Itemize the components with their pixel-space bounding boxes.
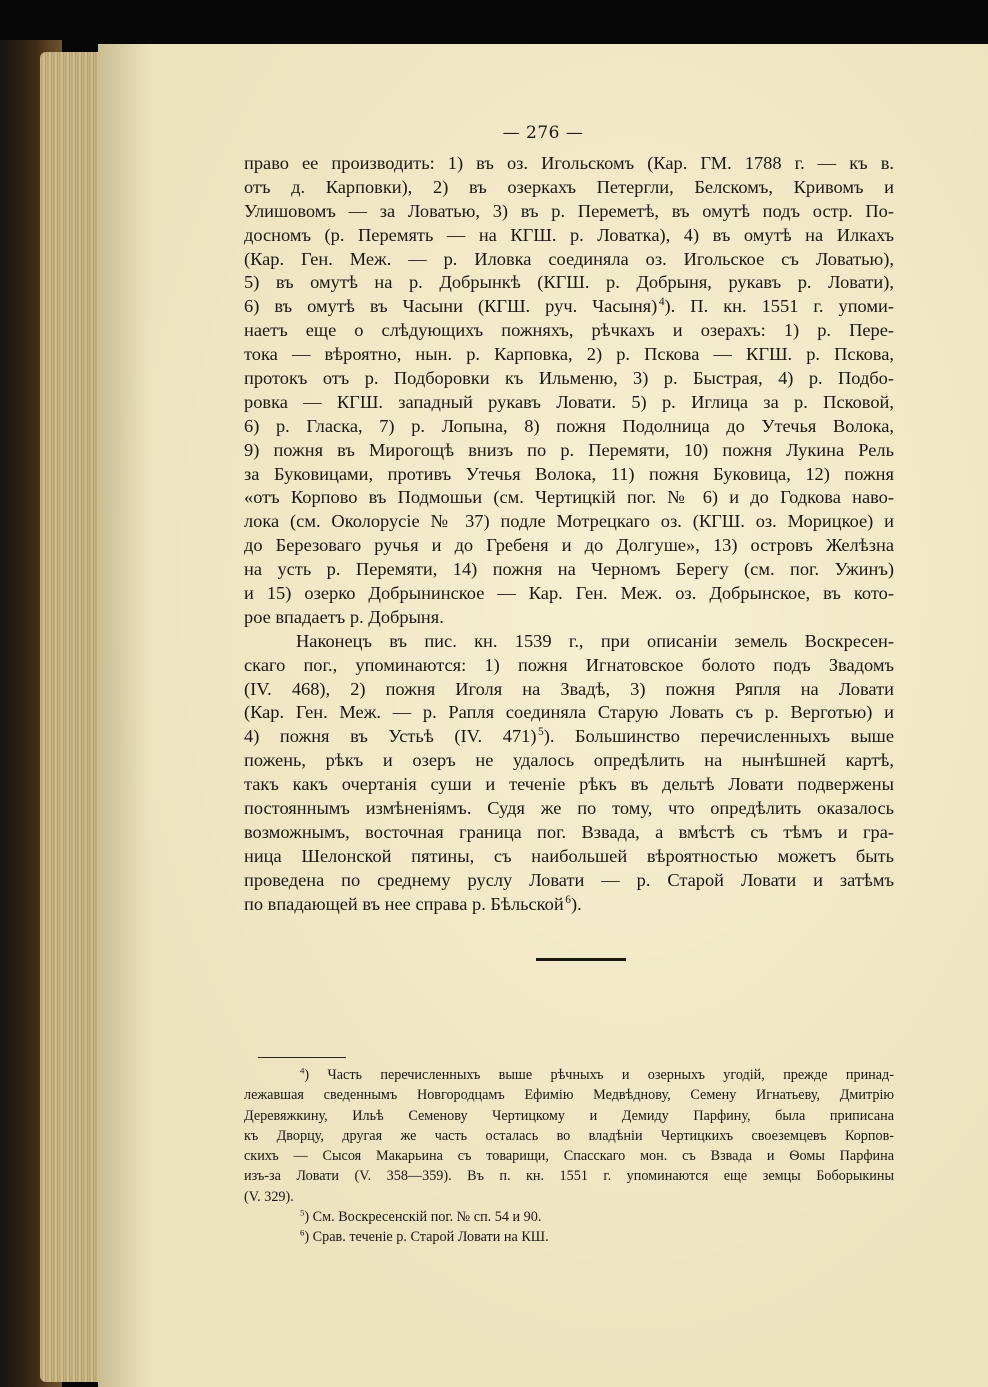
text-line: наетъ еще о слѣдующихъ пожняхъ, рѣчкахъ и озерахъ: 1) р. Пере- [244, 320, 894, 341]
section-divider [536, 958, 626, 961]
footnote-6: $^6$) Срав. теченіе р. Старой Ловати на КШ. [300, 1227, 549, 1246]
text-line: «отъ Корпово въ Подмошьи (см. Чертицкій пог. № 6) и до Годкова наво- [244, 487, 894, 508]
text-line: (IV. 468), 2) пожня Иголя на Звадѣ, 3) пожня Ряпля на Ловати [244, 678, 894, 699]
page-number: — 276 — [502, 123, 584, 143]
text-line: ница Шелонской пятины, съ наибольшей вѣроятностью можетъ быть [244, 845, 894, 866]
footnote-line: скихъ — Сысоя Макарьина съ товарищи, Спасскаго мон. съ Взвада и Ѳомы Парфина [244, 1148, 894, 1165]
text-line: постояннымъ измѣненіямъ. Судя же по тому, что опредѣлить оказалось [244, 798, 894, 819]
main-text [244, 152, 894, 917]
footnote-ref[interactable]: 5 [538, 726, 544, 739]
text-line: Улишовомъ — за Ловатью, 3) въ р. Переметѣ, въ омутѣ подъ остр. По- [244, 200, 894, 221]
footnotes [244, 1065, 894, 1248]
text-line: по впадающей въ нее справа р. Бѣльской $^6$). [244, 893, 582, 914]
text-line: скаго пог., упоминаются: 1) пожня Игнатовское болото подъ Звадомъ [244, 654, 894, 675]
text-line: тока — вѣроятно, нын. р. Карповка, 2) р. Пскова — КГШ. р. Пскова, [244, 344, 894, 365]
text-line: протокъ отъ р. Подборовки къ Ильменю, 3) р. Быстрая, 4) р. Подбо- [244, 368, 894, 389]
text-line: возможнымъ, восточная граница пог. Взвада, а вмѣстѣ съ тѣмъ и гра- [244, 821, 894, 842]
text-line: за Буковицами, противъ Утечья Волока, 11) пожня Буковица, 12) пожня [244, 463, 894, 484]
text-line: такъ какъ очертанія суши и теченіе рѣкъ въ дельтѣ Ловати подвержены [244, 774, 894, 795]
text-line: и 15) озерко Добрынинское — Кар. Ген. Меж. оз. Добрынское, въ кото- [244, 583, 894, 604]
footnote-line: Деревяжкину, Ильѣ Семенову Чертицкому и Демиду Парфину, была приписана [244, 1107, 894, 1124]
text-line: до Березоваго ручья и до Гребеня и до Долгуше», 13) островъ Желѣзна [244, 535, 894, 556]
footnote-5: $^5$) См. Воскресенскій пог. № сп. 54 и 90. [300, 1207, 542, 1226]
text-line: 6) въ омутѣ въ Часыни (КГШ. руч. Часыня) $^4$). П. кн. 1551 г. упоми- [244, 296, 895, 317]
text-line: 4) пожня въ Устьѣ (IV. 471) $^5$). Большинство перечисленныхъ выше [244, 726, 895, 747]
text-line: 9) пожня въ Мирогощѣ внизъ по р. Перемяти, 10) пожня Лукина Рель [244, 439, 894, 460]
text-line: (Кар. Ген. Меж. — р. Иловка соединяла оз. Игольское съ Ловатью), [244, 248, 894, 269]
text-line: рое впадаетъ р. Добрыня. [244, 606, 444, 627]
footnote-4: $^4$) Часть перечисленныхъ выше рѣчныхъ и озерныхъ угодій, прежде принад- [300, 1065, 894, 1083]
footnote-line: изъ-за Ловати (V. 358—359). Въ п. кн. 1551 г. упоминаются еще земцы Боборыкины [244, 1168, 894, 1185]
text-line: ровка — КГШ. западный рукавъ Ловати. 5) р. Иглица за р. Псковой, [244, 391, 894, 412]
text-line: 6) р. Гласка, 7) р. Лопына, 8) пожня Подолница до Утечья Волока, [244, 415, 894, 436]
text-line: лока (см. Околорусіе № 37) подле Мотрецкаго оз. (КГШ. оз. Морицкое) и [244, 511, 894, 532]
text-line: право ее производить: 1) въ оз. Игольскомъ (Кар. ГМ. 1788 г. — къ в. [244, 153, 894, 173]
footnote-line: (V. 329). [244, 1188, 294, 1205]
text-line: проведена по среднему руслу Ловати — р. Старой Ловати и затѣмъ [244, 869, 894, 890]
footnote-ref[interactable]: 6 [565, 893, 571, 906]
text-line: досномъ (р. Перемять — на КГШ. р. Ловатка), 4) въ омутѣ на Илкахъ [244, 224, 894, 245]
footnote-line: лежавшая сведеннымъ Новгородцамъ Ефимію Медвѣднову, Семену Игнатьеву, Дмитрію [244, 1087, 894, 1104]
text-line: 5) въ омутѣ на р. Добрынкѣ (КГШ. р. Добрыня, рукавъ р. Ловати), [244, 272, 894, 293]
paragraph-start-line: Наконецъ въ пис. кн. 1539 г., при описаніи земель Воскресен- [296, 630, 894, 651]
footnote-line: къ Дворцу, другая же часть осталась во владѣніи Чертицкихъ своеземцевъ Корпов- [244, 1127, 894, 1144]
text-line: на усть р. Перемяти, 14) пожня на Черномъ Берегу (см. пог. Ужинъ) [244, 559, 894, 580]
footnote-ref[interactable]: 4 [658, 296, 665, 309]
text-line: пожень, рѣкъ и озеръ не удалось опредѣлить на нынѣшней картѣ, [244, 750, 894, 771]
text-line: отъ д. Карповки), 2) въ озеркахъ Петергли, Белскомъ, Кривомъ и [244, 176, 894, 197]
text-line: (Кар. Ген. Меж. — р. Рапля соединяла Старую Ловать съ р. Верготью) и [244, 702, 894, 723]
page-sheet [98, 44, 988, 1387]
footnote-rule [258, 1057, 346, 1058]
